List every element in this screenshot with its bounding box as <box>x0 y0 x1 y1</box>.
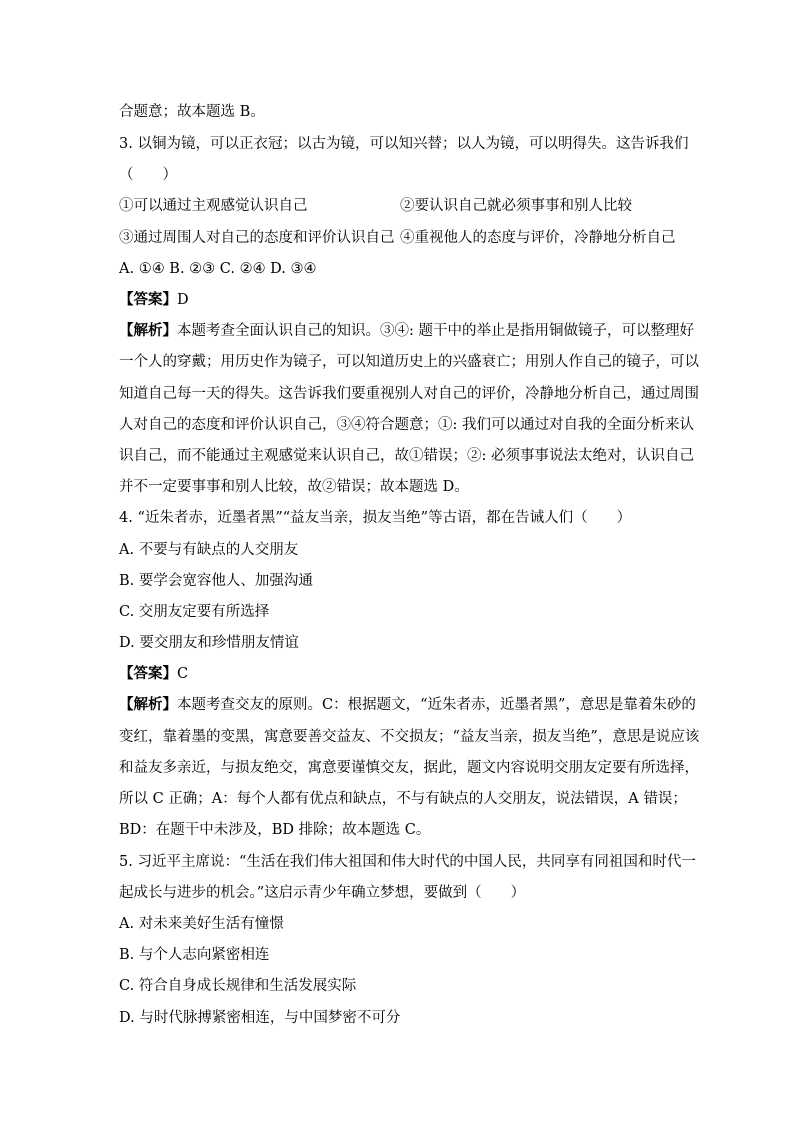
question-3-analysis-line-3: 知道自己每一天的得失。这告诉我们要重视别人对自己的评价，冷静地分析自己，通过周围 <box>119 386 699 402</box>
question-3-analysis-line-2: 一个人的穿戴；用历史作为镜子，可以知道历史上的兴盛衰亡；用别人作自己的镜子，可以 <box>119 354 699 370</box>
question-5-option-d: D. 与时代脉搏紧密相连，与中国梦密不可分 <box>119 1010 401 1026</box>
analysis-tag: 【解析】 <box>119 696 177 713</box>
question-4-analysis-line-4: 所以 C 正确；A：每个人都有优点和缺点，不与有缺点的人交朋友，说法错误，A 错误； <box>119 791 687 807</box>
question-4-stem: 4. “近朱者赤，近墨者黑”“益友当亲，损友当绝”等古语，都在告诫人们（ ） <box>119 510 632 526</box>
question-4-analysis-line-2: 变红，靠着墨的变黑，寓意要善交益友、不交损友；“益友当亲，损友当绝”，意思是说应该 <box>119 729 700 745</box>
question-3-analysis-line-5: 识自己，而不能通过主观感觉来认识自己，故①错误；②: 必须事事说法太绝对，认识自己 <box>119 448 694 464</box>
analysis-text: 本题考查全面认识自己的知识。③④: 题干中的举止是指用铜做镜子，可以整理好 <box>177 323 694 339</box>
question-4-option-c: C. 交朋友定要有所选择 <box>119 604 270 620</box>
question-4-analysis-line-1 <box>119 695 696 715</box>
question-5-stem-line-1: 5. 习近平主席说：“生活在我们伟大祖国和伟大时代的中国人民，共同享有同祖国和时代一 <box>119 854 696 870</box>
question-3-stem-line-2: （ ） <box>119 167 177 183</box>
answer-value: C <box>177 666 189 682</box>
question-5-option-c: C. 符合自身成长规律和生活发展实际 <box>119 978 357 994</box>
previous-question-tail: 合题意；故本题选 B。 <box>119 104 265 120</box>
question-4-option-d: D. 要交朋友和珍惜朋友情谊 <box>119 635 299 651</box>
question-3-statement-3: ③通过周围人对自己的态度和评价认识自己 <box>119 230 395 246</box>
analysis-tag: 【解析】 <box>119 322 177 339</box>
question-3-stem-line-1: 3. 以铜为镜，可以正衣冠；以古为镜，可以知兴替；以人为镜，可以明得失。这告诉我们 <box>119 136 689 152</box>
question-4-analysis-line-5: BD：在题干中未涉及，BD 排除；故本题选 C。 <box>119 822 431 838</box>
question-4-answer <box>119 664 188 684</box>
question-3-answer <box>119 290 189 310</box>
question-4-option-b: B. 要学会宽容他人、加强沟通 <box>119 573 313 589</box>
question-3-analysis-line-1 <box>119 321 694 341</box>
question-5-option-a: A. 对未来美好生活有憧憬 <box>119 916 284 932</box>
question-5-stem-line-2: 起成长与进步的机会。”这启示青少年确立梦想，要做到（ ） <box>119 885 526 901</box>
answer-value: D <box>177 292 189 308</box>
answer-tag: 【答案】 <box>119 291 177 308</box>
question-3-statement-4: ④重视他人的态度与评价，冷静地分析自己 <box>400 230 676 246</box>
question-3-statement-2: ②要认识自己就必须事事和别人比较 <box>400 198 632 214</box>
question-3-analysis-line-6: 并不一定要事事和别人比较，故②错误；故本题选 D。 <box>119 479 469 495</box>
answer-tag: 【答案】 <box>119 665 177 682</box>
question-3-analysis-line-4: 人对自己的态度和评价认识自己，③④符合题意；①: 我们可以通过对自我的全面分析来认 <box>119 417 694 433</box>
question-4-analysis-line-3: 和益友多亲近，与损友绝交，寓意要谨慎交友，据此，题文内容说明交朋友定要有所选择， <box>119 760 699 776</box>
question-3-choices: A. ①④ B. ②③ C. ②④ D. ③④ <box>119 261 317 277</box>
question-4-option-a: A. 不要与有缺点的人交朋友 <box>119 542 299 558</box>
question-3-statement-1: ①可以通过主观感觉认识自己 <box>119 198 308 214</box>
analysis-text: 本题考查交友的原则。C：根据题文，“近朱者赤，近墨者黑”，意思是靠着朱砂的 <box>177 697 696 713</box>
question-5-option-b: B. 与个人志向紧密相连 <box>119 947 270 963</box>
